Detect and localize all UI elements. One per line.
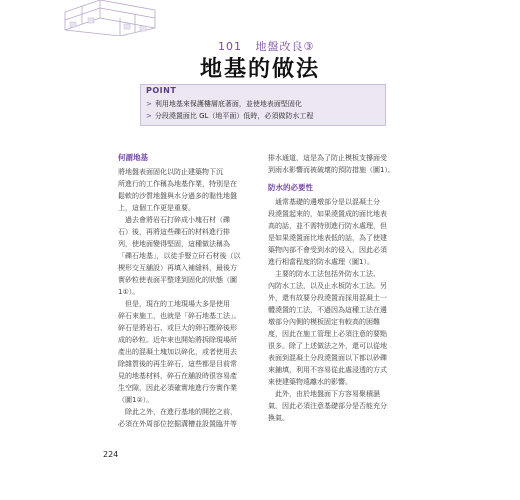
text-line: 碎石是將岩石、或巨大的卵石壓碎後形 [118,324,237,332]
text-line: 來使建築物遠離水的影響。 [268,378,352,386]
text-line: 將地盤表面固化以防止建築物下沉 [118,168,223,176]
arrow-right-icon: > [146,100,152,108]
text-line: 到雨水影響而被破壞的預防措施（圖1）。 [268,166,395,174]
text-line: 鬆軟的沙質地盤與水分過多的黏性地盤 [118,192,237,200]
point-item: > 利用地基來保護樓層底著面，並使地表面堅固化 [146,100,302,108]
text-line: 產出的混凝土塊加以碎化，或者使用去 [118,348,237,356]
text-line: 此外，由於地盤面下方容易聚積濕 [268,390,380,398]
text-line: 列，使地面變得堅固，這種做法稱為 [118,240,230,248]
text-line: 必須在外周部位挖掘溝槽並設置臨井等 [118,420,237,428]
text-line: 生空隙，因此必須確實地進行夯實作業 [118,384,237,392]
text-line: 通常基礎的邊墩部分是以混凝土分 [268,198,380,206]
text-line: 來鋪填，利用不容易從此處浸透的方式 [268,366,387,374]
arrow-right-icon: > [146,112,152,120]
text-line: 除此之外，在進行基地的開挖之前， [118,408,237,416]
text-line: 1①）。 [118,288,140,296]
text-line: 換氣。 [268,414,289,422]
text-line: 很多。除了上述做法之外，還可以從地 [268,342,387,350]
text-line: 體澆置的工法，不過因為這種工法在邊 [268,306,387,314]
text-line: 高的話，並不需特別進行防水處理，但 [268,222,387,230]
text-line: 度，因此在施工管理上必須注意的要點 [268,330,387,338]
building-illustration [60,0,160,36]
text-line: 是如果澆置面比地表低的話，為了使建 [268,234,387,242]
page-number: 224 [103,450,119,459]
text-line: 所進行的工作稱為地基作業，特別是在 [118,180,237,188]
text-line: 外，還有故要分段澆置而採用混凝土一 [268,294,387,302]
text-line: 上，這個工作更是重要。 [118,204,195,212]
text-line: 碎石來施工，也就是「碎石地基工法」。 [118,312,241,320]
left-column [118,152,258,430]
text-line: 表面到混凝土分段澆置面以下都以砂礫 [268,354,387,362]
text-line: 段澆置起來的，如果澆置成的面比地表 [268,210,387,218]
text-line: 成的砂粒。近年來也開始將拆除現場所 [118,336,237,344]
text-line: 主要的防水工法包括外防水工法、 [268,270,380,278]
text-line: 石）後，再將這些礫石的材料進行排 [118,228,230,236]
right-column [268,152,408,424]
section-heading: 防水的必要性 [268,183,313,192]
text-line: 墩部分內側的模板固定有較高的困難 [268,318,380,326]
section-number: 101 [218,40,242,53]
text-line: 氣，因此必須注意基礎部分是否能充分 [268,402,387,410]
page-title: 地基的做法 [199,57,320,82]
point-item: > 分段澆置面比 GL（地平面）低時，必須做防水工程 [146,112,314,120]
section-name: 地盤改良③ [255,40,315,53]
text-line: 過去會將岩石打碎成小塊石材（礫 [118,216,230,224]
text-line: 築物內部不會受到水的侵入，因此必須 [268,246,387,254]
text-line: 除雜質後的再生碎石，這些都是目前常 [118,360,237,368]
text-line: 楔形交互舖設）再填入補縫料，最後方 [118,264,237,272]
text-line: 排水通道，這是為了防止模板支撐面受 [268,154,387,162]
point-label: POINT [146,86,177,95]
text-line: 但是，現在的工地現場大多是使用 [118,300,230,308]
section-heading: 何謂地基 [118,153,148,162]
text-line: 實砂粒使表面平整達到固化的狀態（圖 [118,276,237,284]
text-line: 見的地基材料，碎石在舖設時很容易產 [118,372,237,380]
text-line: 內防水工法，以及止水板防水工法。另 [268,282,387,290]
text-line: 進行相當程度的防水處理（圖1）。 [268,258,374,266]
text-line: 「礫石地基」，以徒手豎立矸石材後（以 [118,252,241,260]
text-line: （圖1②）。 [118,396,154,404]
